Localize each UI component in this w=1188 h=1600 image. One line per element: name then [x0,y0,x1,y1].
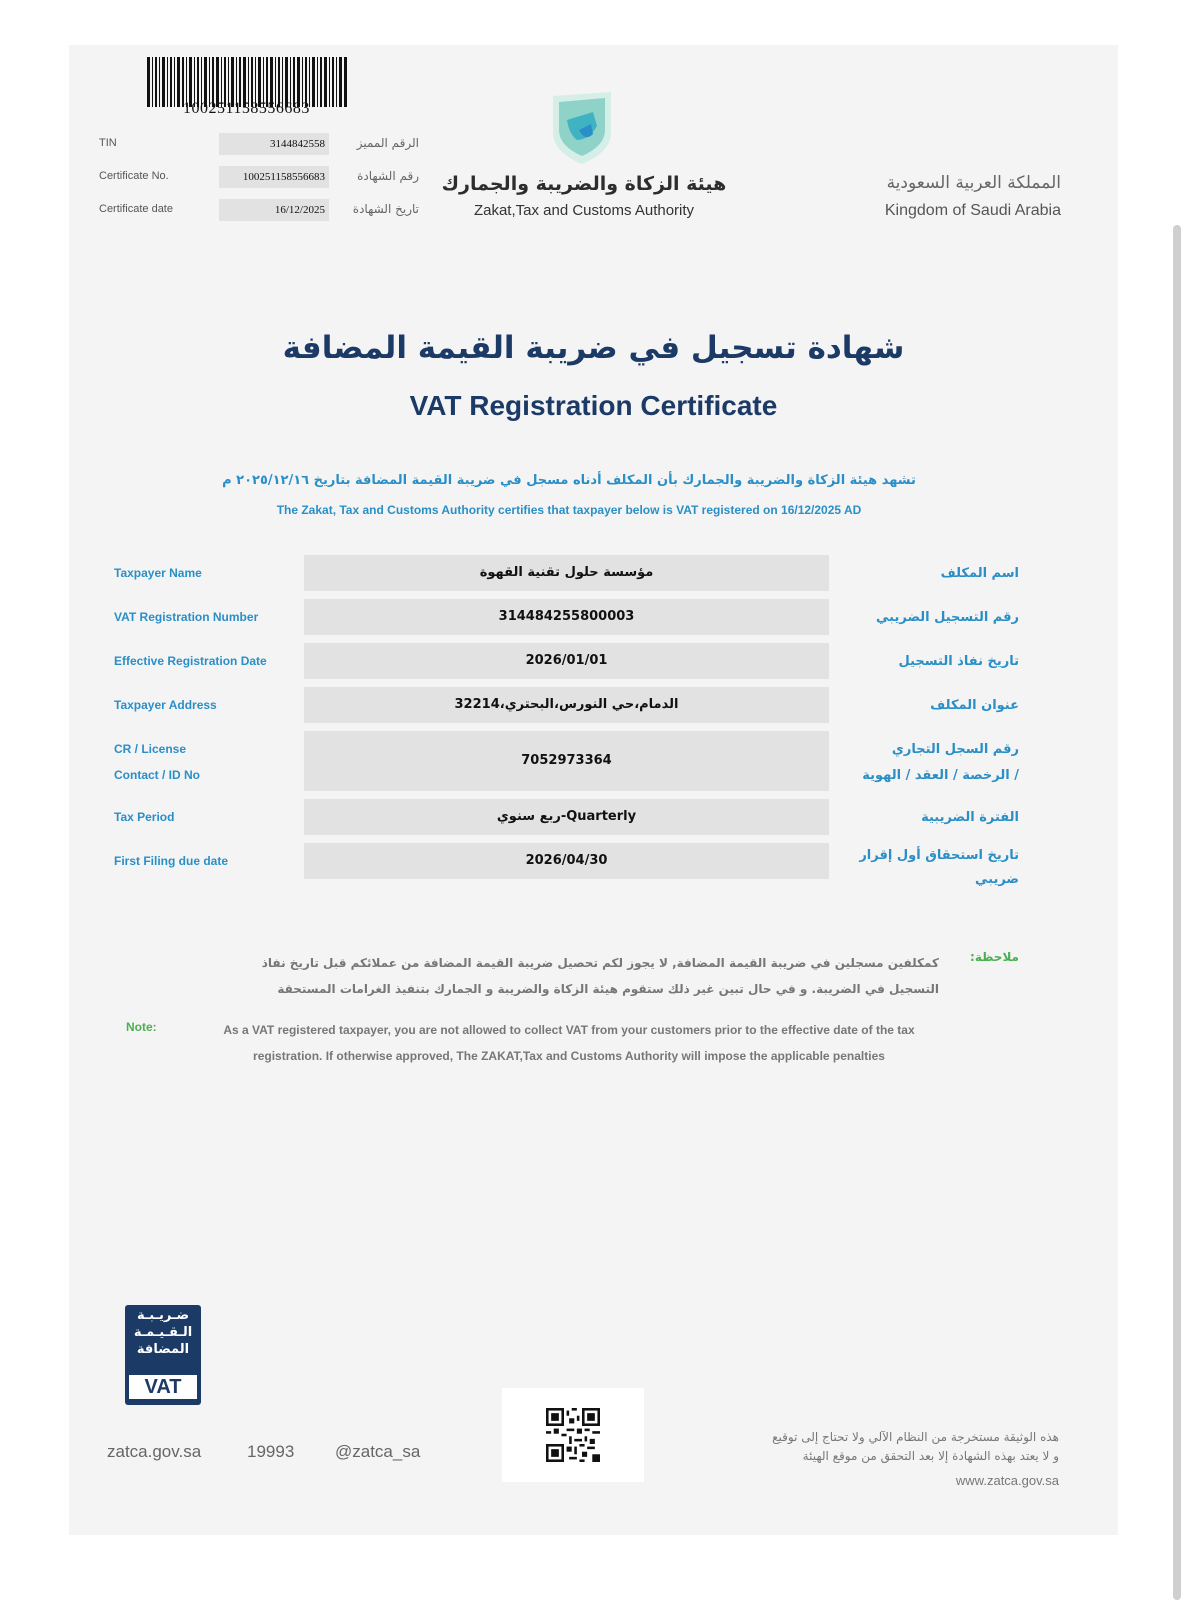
meta-label-en: Certificate date [99,203,173,215]
qr-code-container [502,1388,644,1482]
field-value: الدمام،حي النورس،البحتري،32214 [304,687,829,723]
field-label-en: Taxpayer Address [114,698,217,712]
meta-row-certificate-date [99,199,419,221]
note-label-ar: ملاحظة: [970,950,1019,964]
footer-social-handle[interactable]: @zatca_sa [335,1442,421,1461]
note-en-line2: registration. If otherwise approved, The ZAKAT,Tax and Customs Authority will impose the applicable penalties [253,1049,885,1063]
meta-label-en: TIN [99,137,117,149]
meta-label-ar: رقم الشهادة [357,169,419,183]
field-value: مؤسسة حلول تقنية القهوة [304,555,829,591]
field-label-ar: عنوان المكلف [930,698,1019,713]
vat-badge-line1: ضـريـبـة [136,1308,190,1323]
footer-website-link[interactable]: zatca.gov.sa [107,1442,202,1461]
field-label-ar-line1: تاريخ استحقاق أول إقرار [859,848,1019,863]
field-label-ar: رقم التسجيل الضريبي [876,610,1019,625]
field-label-ar: تاريخ نفاذ التسجيل [898,654,1019,669]
meta-row-certificate-no [99,166,419,188]
field-label-ar: اسم المكلف [940,566,1019,581]
field-label-en: VAT Registration Number [114,610,259,624]
note-label-en: Note: [126,1020,157,1034]
kingdom-name-ar: المملكة العربية السعودية [886,173,1061,193]
meta-label-en: Certificate No. [99,170,169,182]
field-value: 2026/04/30 [304,843,829,879]
certificate-title-ar: شهادة تسجيل في ضريبة القيمة المضافة [282,330,905,366]
note-ar-line2: التسجيل في الضريبة. و في حال تبين غير ذلك ستقوم هيئة الزكاة والضريبة و الجمارك بتنفيذ الغرامات المستحقة [277,982,939,996]
certify-statement-ar: تشهد هيئة الزكاة والضريبة والجمارك بأن المكلف أدناه مسجل في ضريبة القيمة المضافة بتاريخ ٢٠٢٥/١٢/١٦ م [222,473,916,488]
vat-badge-line3: المضافة [136,1342,190,1357]
field-label-en-line1: CR / License [114,742,187,756]
meta-value: 3144842558 [219,133,329,155]
footer-disclaimer [669,1428,1059,1466]
footer-disclaimer-line1: هذه الوثيقة مستخرجة من النظام الآلي ولا تحتاج إلى توقيع [772,1430,1059,1444]
meta-value: 100251158556683 [219,166,329,188]
vat-badge-text-ar [127,1307,199,1358]
meta-label-ar: الرقم المميز [356,136,419,150]
field-label-en: Taxpayer Name [114,566,202,580]
field-label-ar-line2: ضريبي [975,872,1019,887]
field-label-en: First Filing due date [114,854,229,868]
authority-name-ar: هيئة الزكاة والضريبة والجمارك [441,173,727,195]
field-label-en-line2: Contact / ID No [114,768,200,782]
field-value: 2026/01/01 [304,643,829,679]
scrollbar[interactable] [1173,225,1181,1600]
field-value: 314484255800003 [304,599,829,635]
field-value: ربع سنوي-Quarterly [304,799,829,835]
meta-value: 16/12/2025 [219,199,329,221]
qr-code-icon [546,1408,600,1462]
kingdom-name-en: Kingdom of Saudi Arabia [884,202,1061,219]
footer-url-link[interactable]: www.zatca.gov.sa [955,1473,1059,1488]
meta-row-tin [99,133,419,155]
field-label-en: Tax Period [114,810,175,824]
footer-disclaimer-line2: و لا يعتد بهذه الشهادة إلا بعد التحقق من موقع الهيئة [802,1449,1059,1463]
field-value: 7052973364 [304,731,829,791]
vat-badge-line2: الـقـيـمـة [133,1325,193,1340]
vat-badge-text-en: VAT [129,1375,197,1399]
note-text-ar [219,950,939,1002]
barcode-number: 100251158556683 [183,100,310,117]
authority-name-en: Zakat,Tax and Customs Authority [473,202,695,219]
field-label-ar-line2: / الرخصة / العقد / الهوية [862,768,1019,783]
note-ar-line1: كمكلفين مسجلين في ضريبة القيمة المضافة, لا يجوز لكم تحصيل ضريبة القيمة المضافة من عملائكم قبل تاريخ نفاذ [261,956,939,970]
field-label-en: Effective Registration Date [114,654,267,668]
certify-statement-en: The Zakat, Tax and Customs Authority certifies that taxpayer below is VAT registered on 16/12/2025 AD [276,503,862,517]
note-text-en [189,1017,949,1069]
note-en-line1: As a VAT registered taxpayer, you are not allowed to collect VAT from your customers prior to the effective date of the tax [223,1023,915,1037]
certificate-page [69,45,1118,1535]
certificate-title-en: VAT Registration Certificate [409,390,778,421]
zatca-logo-icon [549,90,615,166]
vat-badge-logo [125,1305,201,1405]
field-label-ar-line1: رقم السجل التجاري [891,742,1019,757]
meta-label-ar: تاريخ الشهادة [352,202,419,216]
field-label-ar: الفترة الضريبية [921,810,1019,825]
footer-phone: 19993 [247,1442,295,1461]
